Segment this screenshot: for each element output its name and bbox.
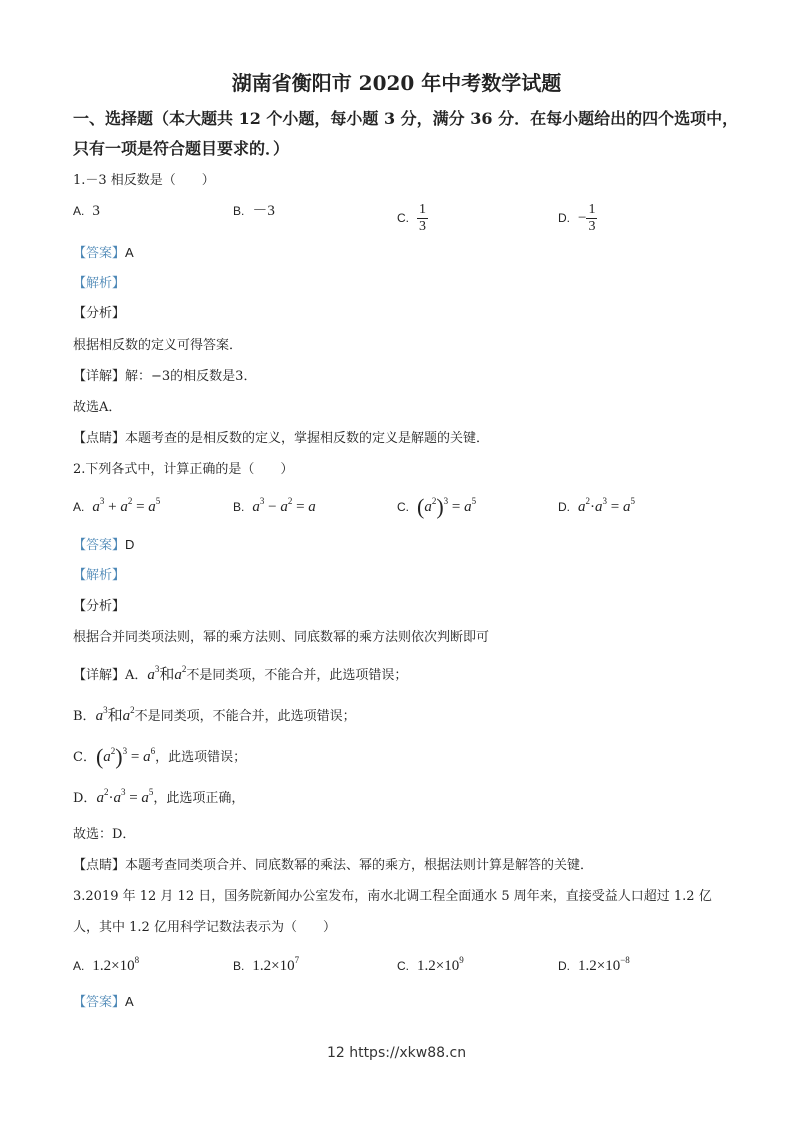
q3-stem-line2: 人，其中 1.2 亿用科学记数法表示为（ ） [73, 920, 336, 935]
detail-prefix: C． [73, 750, 96, 765]
option-d [558, 957, 630, 976]
detail-text: 解：−3的相反数是3． [125, 369, 257, 384]
option-label: C. [397, 959, 409, 973]
math-exponent: 2 [127, 496, 133, 506]
math-token: = [292, 499, 309, 515]
option-math [252, 955, 300, 974]
q2-stem: 2.下列各式中，计算正确的是（ ） [73, 462, 294, 477]
answer-tag: 【答案】 [73, 246, 126, 261]
math-variable: a [141, 790, 149, 806]
math-exponent: 6 [150, 746, 156, 756]
option-b [233, 957, 299, 976]
option-label: D. [558, 210, 570, 225]
q1-stem: 1.－3 相反数是（ ） [73, 173, 215, 188]
dianjing-text: 本题考查的是相反数的定义，掌握相反数的定义是解题的关键． [125, 431, 490, 446]
option-math [92, 203, 100, 219]
q2-fenxi-text: 根据合并同类项法则，幂的乘方法则、同底数幂的乘方法则依次判断即可 [73, 630, 490, 645]
q2-detail-d [73, 789, 244, 808]
math-variable: a [252, 499, 260, 515]
math-token: · [108, 790, 114, 806]
math-exponent: 2 [585, 496, 590, 506]
option-label: C. [397, 500, 409, 514]
answer-value: A [125, 994, 134, 1009]
math-variable: a [96, 790, 104, 806]
answer-tag: 【答案】 [73, 995, 126, 1010]
math-exponent: 7 [294, 955, 300, 965]
answer-tag: 【答案】 [73, 538, 126, 553]
math-variable: a [95, 708, 104, 724]
math-exponent: 3 [602, 496, 607, 506]
math-token: 10 [605, 958, 621, 974]
q1-fenxi-tag: 【分析】 [73, 306, 126, 321]
math-token: 3 [92, 203, 100, 219]
math-variable: a [464, 499, 472, 515]
math-variable: a [595, 499, 603, 515]
option-label: A. [73, 204, 85, 218]
math-expr [96, 787, 154, 806]
fraction-numerator: 1 [588, 202, 596, 217]
option-math [252, 203, 275, 219]
option-math [92, 496, 161, 515]
option-c [397, 494, 477, 519]
option-label: A. [73, 959, 85, 973]
q2-detail-c [73, 744, 247, 769]
math-paren: ) [115, 744, 123, 769]
option-d [558, 202, 597, 235]
math-variable: a [147, 667, 155, 683]
math-token: − [264, 499, 281, 515]
option-a [73, 202, 100, 221]
q3-answer [73, 993, 134, 1012]
math-exponent: 5 [155, 496, 161, 506]
option-b [233, 498, 316, 517]
section-heading-line1: 一、选择题（本大题共 12 个小题，每小题 3 分，满分 36 分．在每小题给出的四个选项中， [73, 109, 739, 128]
math-exponent: 2 [287, 496, 293, 506]
option-label: D. [558, 959, 570, 973]
q1-analysis-tag: 【解析】 [73, 276, 126, 291]
option-label: B. [233, 959, 245, 973]
math-token: · [590, 499, 595, 515]
math-exponent: 2 [103, 787, 109, 797]
math-token: = [607, 499, 623, 515]
math-token: 10 [444, 958, 460, 974]
fraction-denominator: 3 [588, 219, 596, 234]
q3-stem-line1: 3.2019 年 12 月 12 日，国务院新闻办公室发布，南水北调工程全面通水 5 周年来，直接受益人口超过 1.2 亿 [73, 889, 712, 904]
answer-value: D [125, 537, 135, 552]
option-c [397, 202, 428, 235]
math-exponent: 3 [443, 496, 449, 506]
fraction-denominator: 3 [419, 219, 426, 234]
math-exponent: 2 [110, 746, 116, 756]
math-exponent: 5 [630, 496, 635, 506]
option-math [417, 202, 428, 234]
option-b [233, 202, 275, 221]
q1-dianjing [73, 430, 489, 448]
math-exponent: −8 [620, 955, 630, 965]
math-token: 和 [107, 708, 123, 724]
math-variable: a [103, 749, 111, 765]
math-exponent: 3 [120, 787, 126, 797]
math-exponent: 2 [130, 705, 135, 715]
q2-dianjing [73, 857, 593, 875]
math-exponent: 5 [471, 496, 477, 506]
math-token: 10 [279, 958, 295, 974]
q1-detail [73, 368, 256, 386]
math-fraction [417, 202, 428, 235]
math-variable: a [308, 499, 316, 515]
q2-choose: 故选：D． [73, 827, 136, 842]
dianjing-text: 本题考查同类项合并、同底数幂的乘法、幂的乘方，根据法则计算是解答的关键． [125, 858, 594, 873]
option-label: C. [397, 210, 409, 225]
math-exponent: 3 [103, 705, 108, 715]
detail-text: ，此选项正确， [153, 791, 245, 806]
math-expr [95, 705, 135, 724]
math-fraction [586, 202, 597, 235]
option-a [73, 498, 160, 517]
section-heading-line2: 只有一项是符合题目要求的．） [73, 139, 290, 158]
math-token: 1.2× [578, 958, 606, 974]
math-paren: ) [436, 494, 444, 519]
detail-prefix: A． [125, 668, 148, 683]
dianjing-tag: 【点睛】 [73, 431, 126, 446]
math-variable: a [122, 708, 131, 724]
q1-choose: 故选A． [73, 400, 122, 415]
math-token: = [125, 790, 142, 806]
math-token: = [448, 499, 465, 515]
q2-answer [73, 536, 134, 555]
math-token: = [127, 749, 144, 765]
q2-detail-b [73, 707, 356, 726]
detail-prefix: D． [73, 791, 97, 806]
q1-fenxi-text: 根据相反数的定义可得答案． [73, 338, 243, 353]
math-token: = [132, 499, 149, 515]
detail-tag: 【详解】 [73, 369, 126, 384]
math-variable: a [174, 667, 182, 683]
math-exponent: 2 [431, 496, 437, 506]
math-expr [95, 744, 156, 769]
math-exponent: 3 [122, 746, 128, 756]
math-variable: a [143, 749, 151, 765]
math-variable: a [120, 499, 128, 515]
math-variable: a [578, 499, 586, 515]
math-variable: a [92, 499, 100, 515]
detail-prefix: B． [73, 709, 96, 724]
detail-text: ，此选项错误； [155, 750, 247, 765]
q2-analysis-tag: 【解析】 [73, 568, 126, 583]
math-exponent: 3 [99, 496, 105, 506]
option-label: D. [558, 500, 570, 514]
option-math [578, 202, 597, 234]
math-exponent: 9 [459, 955, 464, 965]
page-footer: 12 https://xkw88.cn [326, 1045, 467, 1061]
option-math [417, 494, 477, 519]
q1-answer [73, 244, 134, 263]
page-title: 湖南省衡阳市 2020 年中考数学试题 [231, 71, 562, 95]
q2-detail-a [73, 666, 407, 685]
math-token: − [578, 209, 587, 226]
math-exponent: 3 [154, 664, 160, 674]
math-token: 1.2× [417, 958, 445, 974]
math-exponent: 2 [181, 664, 187, 674]
math-token: 1.2× [252, 958, 280, 974]
option-math [92, 955, 140, 974]
math-token: －3 [252, 203, 275, 219]
math-token: 和 [159, 667, 175, 683]
math-variable: a [622, 499, 631, 515]
math-expr [147, 664, 187, 683]
option-math [417, 955, 464, 974]
detail-tag: 【详解】 [73, 668, 126, 683]
option-math [578, 955, 630, 974]
math-paren: ( [417, 494, 425, 519]
math-token: + [104, 499, 121, 515]
option-math [578, 496, 635, 515]
option-label: A. [73, 500, 85, 514]
option-c [397, 957, 464, 976]
math-token: 10 [119, 958, 135, 974]
math-exponent: 8 [134, 955, 140, 965]
dianjing-tag: 【点睛】 [73, 858, 126, 873]
q2-fenxi-tag: 【分析】 [73, 599, 126, 614]
math-variable: a [113, 790, 121, 806]
option-d [558, 498, 635, 517]
option-label: B. [233, 204, 245, 218]
math-variable: a [148, 499, 156, 515]
option-label: B. [233, 500, 245, 514]
math-token: 1.2× [92, 958, 120, 974]
math-variable: a [280, 499, 288, 515]
option-a [73, 957, 139, 976]
math-variable: a [424, 499, 432, 515]
math-paren: ( [95, 744, 104, 769]
detail-text: 不是同类项，不能合并，此选项错误； [134, 709, 356, 724]
fraction-numerator: 1 [419, 202, 426, 217]
math-exponent: 3 [259, 496, 265, 506]
option-math [252, 496, 316, 515]
math-exponent: 5 [148, 787, 154, 797]
detail-text: 不是同类项，不能合并，此选项错误； [186, 668, 408, 683]
answer-value: A [125, 245, 134, 260]
